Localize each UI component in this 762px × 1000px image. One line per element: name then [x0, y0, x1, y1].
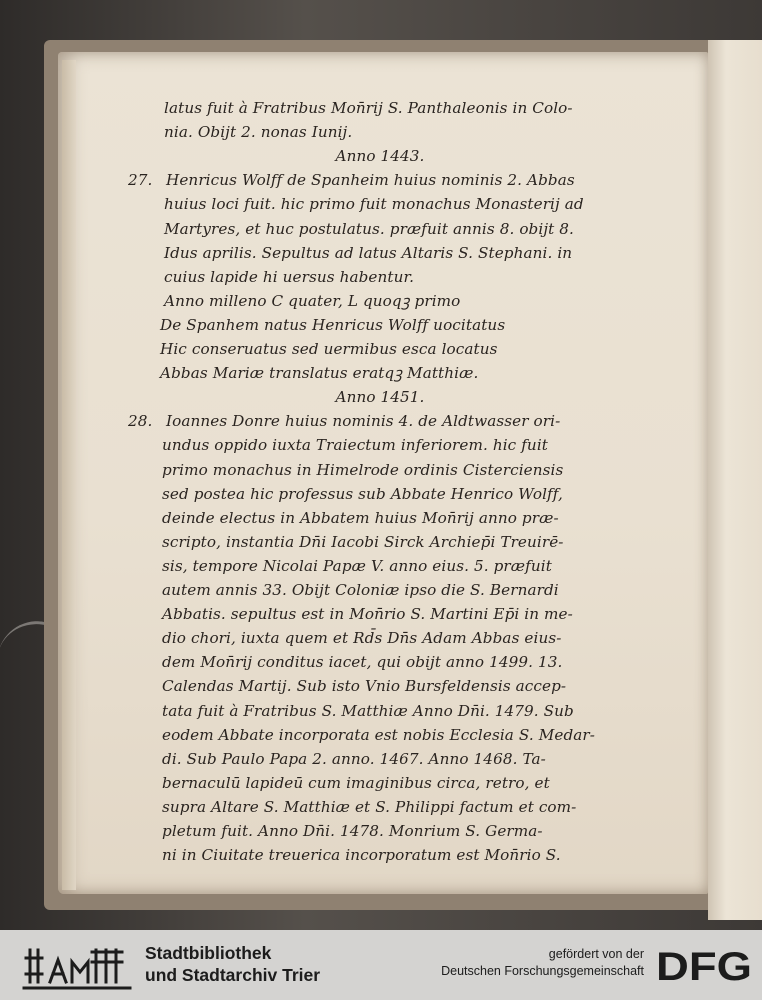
line-text: bernaculū lapideū cum imaginibus circa, retro, et — [162, 773, 550, 792]
library-logo-icon — [22, 938, 134, 992]
funding-note — [441, 946, 644, 980]
line-text: supra Altare S. Matthiæ et S. Philippi factum et com- — [162, 797, 577, 816]
line-text: scripto, instantia Dn̄i Iacobi Sirck Archiep̄i Treuirē- — [162, 532, 564, 551]
line-text: Hic conseruatus sed uermibus esca locatus — [160, 340, 498, 358]
line-text: dio chori, iuxta quem et Rd̄s Dn̄s Adam Abbas eius- — [162, 629, 562, 648]
dfg-logo-icon — [654, 944, 754, 986]
line-text: ni in Ciuitate treuerica incorporatum est Mon̄rio S. — [162, 846, 561, 865]
line-text: cuius lapide hi uersus habentur. — [164, 267, 415, 286]
next-page-edge — [708, 40, 762, 920]
line-text: Calendas Martij. Sub isto Vnio Bursfeldensis accep- — [162, 677, 567, 696]
page-gutter — [62, 60, 76, 890]
funding-note-line1: gefördert von der — [548, 947, 644, 961]
line-text: autem annis 33. Obijt Coloniæ ipso die S. Bernardi — [162, 581, 559, 599]
line-text: deinde electus in Abbatem huius Mon̄rij anno præ- — [162, 508, 559, 527]
line-text: Abbas Mariæ translatus eratqꝫ Matthiæ. — [160, 364, 479, 383]
line-text: dem Mon̄rij conditus iacet, qui obijt anno 1499. 13. — [162, 653, 563, 672]
line-text: De Spanhem natus Henricus Wolff uocitatus — [160, 315, 506, 334]
line-text: Martyres, et huc postulatus. præfuit annis 8. obijt 8. — [164, 219, 574, 238]
dfg-logo-text: DFG — [656, 945, 752, 986]
entry-number: 27. — [128, 171, 153, 190]
funding-note-line2: Deutschen Forschungsgemeinschaft — [441, 964, 644, 978]
line-text: primo monachus in Himelrode ordinis Cisterciensis — [162, 460, 564, 479]
line-text: Anno milleno C quater, L quoqꝫ primo — [164, 291, 461, 310]
line-text: tata fuit à Fratribus S. Matthiæ Anno Dn̄i. 1479. Sub — [162, 701, 574, 720]
line-text: Henricus Wolff de Spanheim huius nominis 2. Abbas — [166, 171, 575, 190]
entry-number: 28. — [128, 412, 153, 431]
line-text: huius loci fuit. hic primo fuit monachus Monasterij ad — [164, 195, 584, 214]
library-name-line2: und Stadtarchiv Trier — [145, 965, 321, 985]
year-heading: Anno 1443. — [335, 147, 425, 166]
line-text: eodem Abbate incorporata est nobis Ecclesia S. Medar- — [162, 725, 596, 744]
line-text: Idus aprilis. Sepultus ad latus Altaris S. Stephani. in — [164, 243, 573, 262]
line-text: undus oppido iuxta Traiectum inferiorem. hic fuit — [162, 436, 548, 455]
line-text: nia. Obijt 2. nonas Iunij. — [164, 123, 353, 142]
line-text: sed postea hic professus sub Abbate Henrico Wolff, — [162, 484, 563, 503]
footer-bar — [0, 930, 762, 1000]
line-text: sis, tempore Nicolai Papæ V. anno eius. 5. præfuit — [162, 556, 552, 575]
library-name — [145, 942, 320, 986]
year-heading: Anno 1451. — [335, 388, 425, 407]
line-text: di. Sub Paulo Papa 2. anno. 1467. Anno 1468. Ta- — [162, 749, 546, 768]
line-text: Ioannes Donre huius nominis 4. de Aldtwasser ori- — [166, 412, 561, 431]
line-text: Abbatis. sepultus est in Mon̄rio S. Martini Ep̄i in me- — [162, 605, 573, 624]
line-text: latus fuit à Fratribus Mon̄rij S. Panthaleonis in Colo- — [164, 99, 573, 117]
library-name-line1: Stadtbibliothek — [145, 943, 272, 963]
line-text: pletum fuit. Anno Dn̄i. 1478. Monrium S. Germa- — [162, 822, 543, 840]
